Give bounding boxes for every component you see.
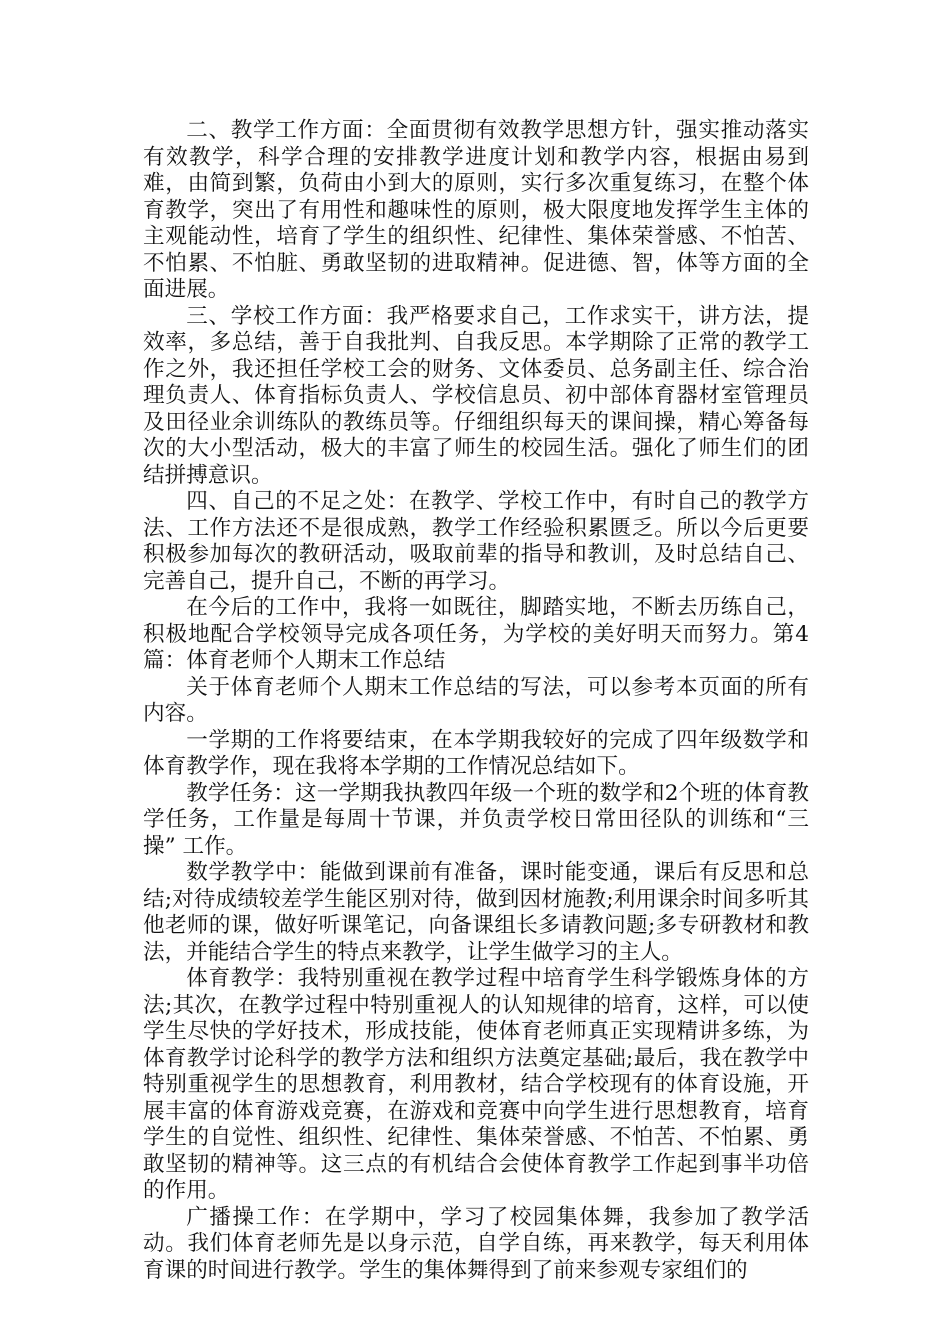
paragraph-math-teaching: 数学教学中：能做到课前有准备，课时能变通，课后有反思和总结;对待成绩较差学生能区别对待，做到因材施教;利用课余时间多听其他老师的课，做好听课笔记，向备课组长多请教问题;多专研教材和教法，并能结合学生的特点来教学，让学生做学习的主人。 — [143, 860, 809, 965]
document-body — [143, 118, 809, 1284]
paragraph-broadcast-exercise: 广播操工作：在学期中，学习了校园集体舞，我参加了教学活动。我们体育老师先是以身示范，自学自练，再来教学，每天利用体育课的时间进行教学。学生的集体舞得到了前来参观专家组们的 — [143, 1204, 809, 1283]
paragraph-semester-summary: 一学期的工作将要结束，在本学期我较好的完成了四年级数学和体育教学作，现在我将本学期的工作情况总结如下。 — [143, 727, 809, 779]
paragraph-teaching-tasks: 教学任务：这一学期我执教四年级一个班的数学和2个班的体育教学任务，工作量是每周十节课，并负责学校日常田径队的训练和“三操” 工作。 — [143, 780, 809, 859]
paragraph-future-work: 在今后的工作中，我将一如既往，脚踏实地，不断去历练自己，积极地配合学校领导完成各项任务，为学校的美好明天而努力。第4篇：体育老师个人期末工作总结 — [143, 595, 809, 673]
paragraph-teaching-work: 二、教学工作方面：全面贯彻有效教学思想方针，强实推动落实有效教学，科学合理的安排教学进度计划和教学内容，根据由易到难，由简到繁，负荷由小到大的原则，实行多次重复练习，在整个体育教学，突出了有用性和趣味性的原则，极大限度地发挥学生主体的主观能动性，培育了学生的组织性、纪律性、集体荣誉感、不怕苦、不怕累、不怕脏、勇敢坚韧的进取精神。促进德、智，体等方面的全面进展。 — [143, 118, 809, 302]
paragraph-shortcomings: 四、自己的不足之处：在教学、学校工作中，有时自己的教学方法、工作方法还不是很成熟，教学工作经验积累匮乏。所以今后更要积极参加每次的教研活动，吸取前辈的指导和教训，及时总结自己、完善自己，提升自己，不断的再学习。 — [143, 489, 809, 594]
paragraph-pe-teaching: 体育教学：我特别重视在教学过程中培育学生科学锻炼身体的方法;其次，在教学过程中特别重视人的认知规律的培育，这样，可以使学生尽快的学好技术，形成技能，使体育老师真正实现精讲多练，为体育教学讨论科学的教学方法和组织方法奠定基础;最后，我在教学中特别重视学生的思想教育，利用教材，结合学校现有的体育设施，开展丰富的体育游戏竞赛，在游戏和竞赛中向学生进行思想教育，培育学生的自觉性、组织性、纪律性、集体荣誉感、不怕苦、不怕累、勇敢坚韧的精神等。这三点的有机结合会使体育教学工作起到事半功倍的作用。 — [143, 966, 809, 1203]
paragraph-writing-note: 关于体育老师个人期末工作总结的写法，可以参考本页面的所有内容。 — [143, 674, 809, 726]
paragraph-school-work: 三、学校工作方面：我严格要求自己，工作求实干，讲方法，提效率，多总结，善于自我批判、自我反思。本学期除了正常的教学工作之外，我还担任学校工会的财务、文体委员、总务副主任、综合治理负责人、体育指标负责人、学校信息员、初中部体育器材室管理员及田径业余训练队的教练员等。仔细组织每天的课间操，精心筹备每次的大小型活动，极大的丰富了师生的校园生活。强化了师生们的团结拼搏意识。 — [143, 303, 809, 488]
